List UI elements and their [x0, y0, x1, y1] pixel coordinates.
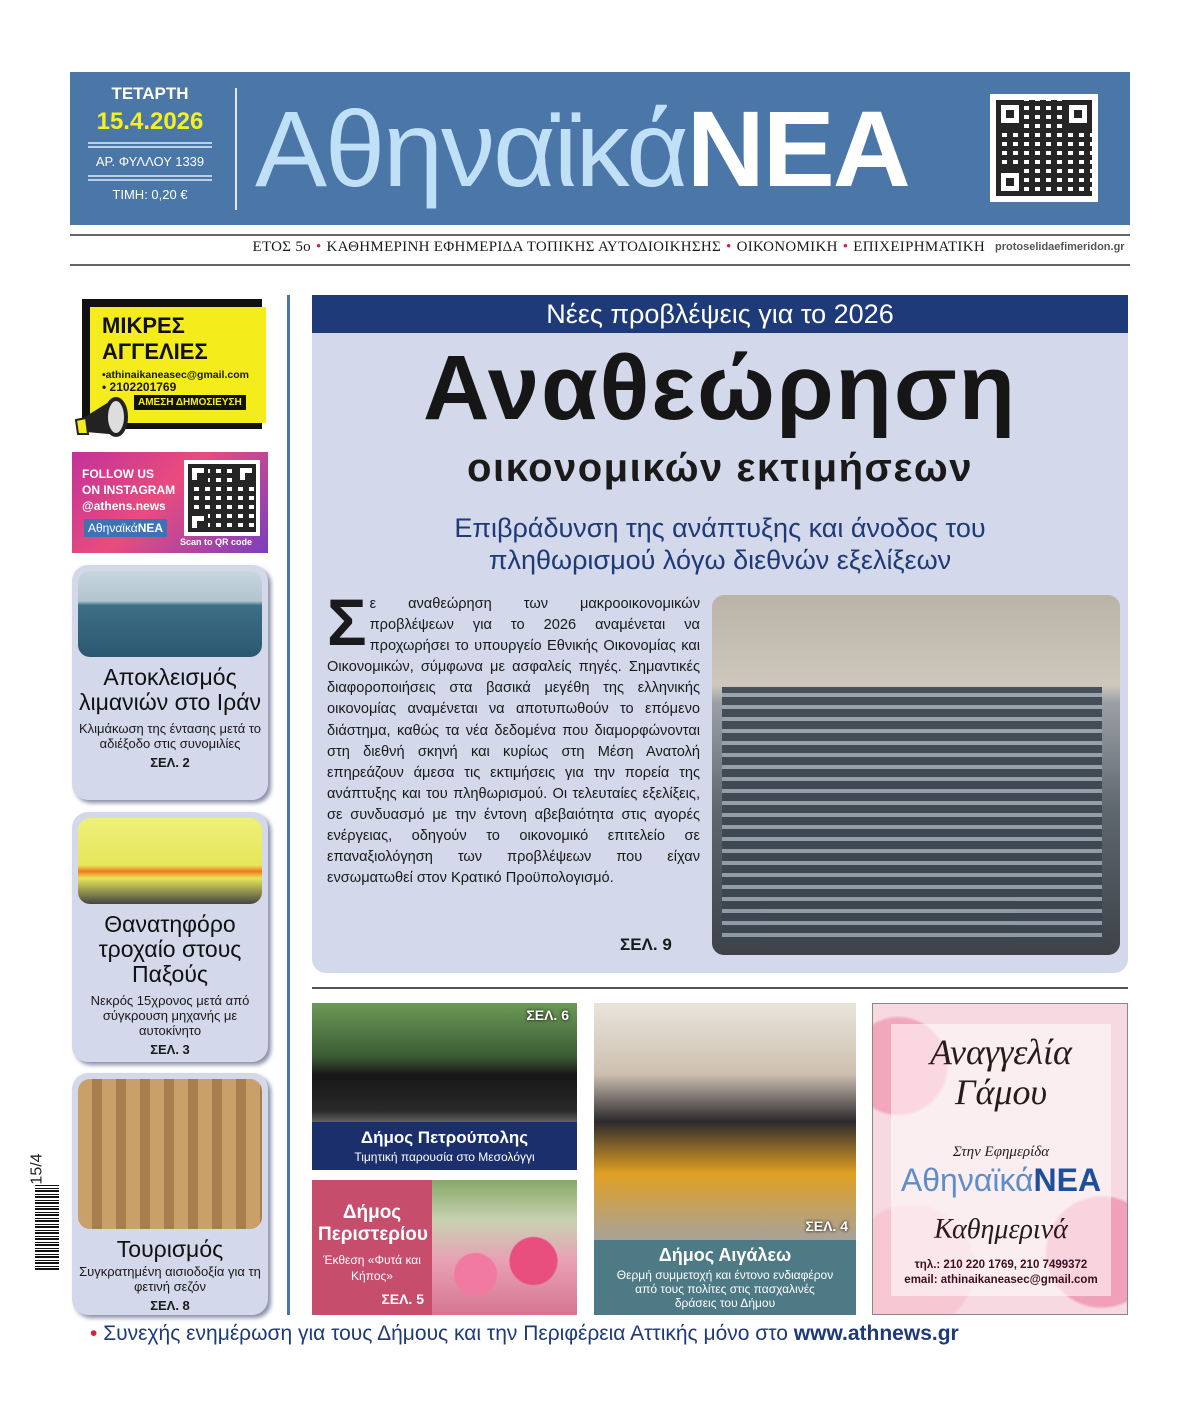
ad-daily: Καθημερινά: [934, 1214, 1068, 1245]
ad-phone: τηλ.: 210 220 1769, 210 7499372: [914, 1259, 1088, 1271]
megaphone-icon: [72, 390, 132, 445]
side-story-card[interactable]: [72, 565, 268, 800]
story-photo-ambulance: [78, 818, 262, 904]
page-ref: ΣΕΛ. 5: [381, 1291, 424, 1307]
issue-price: ΤΙΜΗ: 0,20 €: [112, 187, 188, 202]
lead-photo-ministry-building: [712, 595, 1120, 955]
page-ref: ΣΕΛ. 3: [150, 1042, 190, 1057]
page-ref: ΣΕΛ. 4: [805, 1218, 848, 1234]
ad-subtitle: Στην Εφημερίδα: [952, 1144, 1050, 1160]
rule: [70, 234, 1130, 236]
issue-info: [80, 84, 220, 202]
instagram-logo: [84, 519, 167, 537]
scan-label: Scan to QR code: [180, 537, 253, 547]
page-ref: ΣΕΛ. 9: [620, 935, 672, 954]
logo-bold: ΝΕΑ: [137, 521, 164, 535]
story-summary: Κλιμάκωση της έντασης μετά το αδιέξοδο στις συνομιλίες: [78, 721, 262, 751]
story-summary: Νεκρός 15χρονος μετά από σύγκρουση μηχανής με αυτοκίνητο: [90, 993, 250, 1038]
photo-petroupoli-band: [312, 1003, 577, 1123]
story-photo-ships: [78, 571, 262, 657]
petroupoli-caption[interactable]: [312, 1122, 577, 1170]
tagline-item: ΟΙΚΟΝΟΜΙΚΗ: [736, 239, 838, 255]
classifieds-ad[interactable]: [72, 295, 268, 445]
logo-light: Αθηναϊκά: [255, 88, 687, 209]
instagram-text: [82, 466, 175, 514]
footer-banner: • Συνεχής ενημέρωση για τους Δήμους και την Περιφέρεια Αττικής μόνο στο www.athnews.gr: [90, 1322, 959, 1345]
tagline-item: ΚΑΘΗΜΕΡΙΝΗ ΕΦΗΜΕΡΙΔΑ ΤΟΠΙΚΗΣ ΑΥΤΟΔΙΟΙΚΗΣΗΣ: [326, 239, 722, 255]
story-title: Δήμος Περιστερίου: [318, 1202, 428, 1245]
divider: [235, 88, 237, 210]
story-title: Αποκλεισμός λιμανιών στο Ιράν: [78, 664, 262, 715]
lead-subheadline: οικονομικών εκτιμήσεων: [467, 446, 973, 490]
tagline-year: ΕΤΟΣ 5ο: [252, 239, 311, 255]
masthead: [70, 72, 1130, 225]
side-story-card[interactable]: [72, 812, 268, 1062]
logo-light: Αθηναϊκά: [900, 1162, 1034, 1198]
column-divider: [287, 295, 290, 1315]
issue-number: ΑΡ. ΦΥΛΛΟΥ 1339: [95, 154, 205, 169]
story-title: Δήμος Πετρούπολης: [360, 1128, 529, 1147]
footer-link[interactable]: www.athnews.gr: [793, 1322, 959, 1345]
peristeri-caption[interactable]: [312, 1180, 432, 1315]
lead-deck: Επιβράδυνση της ανάπτυξης και άνοδος του πληθωρισμού λόγω διεθνών εξελίξεων: [454, 513, 986, 575]
story-photo-acropolis: [78, 1079, 262, 1229]
instagram-handle: @athens.news: [82, 499, 166, 513]
side-story-card[interactable]: [72, 1073, 268, 1315]
divider: [88, 175, 212, 181]
lead-headline[interactable]: Αναθεώρηση: [422, 337, 1018, 439]
logo-bold: ΝΕΑ: [686, 88, 909, 209]
classifieds-title: ΜΙΚΡΕΣ ΑΓΓΕΛΙΕΣ: [102, 313, 208, 364]
rule: [70, 264, 1130, 266]
section-divider: [312, 987, 1128, 989]
footer-text: Συνεχής ενημέρωση για τους Δήμους και την Περιφέρεια Αττικής μόνο στο: [103, 1322, 788, 1345]
page-ref: ΣΕΛ. 2: [150, 755, 190, 770]
classifieds-phone: • 2102201769: [102, 380, 177, 394]
classifieds-email: •athinaikaneasec@gmail.com: [102, 369, 249, 381]
barcode-icon: [35, 1185, 59, 1270]
story-summary: Συγκρατημένη αισιοδοξία για τη φετινή σεζόν: [79, 1264, 261, 1294]
logo-bold: ΝΕΑ: [1033, 1162, 1102, 1198]
ad-title: Αναγγελία Γάμου: [930, 1032, 1072, 1112]
instagram-ad[interactable]: [72, 452, 268, 553]
page-ref: ΣΕΛ. 8: [150, 1298, 190, 1313]
story-title: Δήμος Αιγάλεω: [658, 1245, 792, 1265]
tagline-item: ΕΠΙΧΕΙΡΗΜΑΤΙΚΗ: [853, 239, 985, 255]
source-watermark: protoselidaefimeridon.gr: [995, 241, 1125, 253]
photo-flower-exhibition: [432, 1180, 577, 1315]
story-summary: Θερμή συμμετοχή και έντονο ενδιαφέρον από τους πολίτες στις πασχαλινές δράσεις του Δήμου: [616, 1268, 834, 1310]
tagline: ΕΤΟΣ 5ο • ΚΑΘΗΜΕΡΙΝΗ ΕΦΗΜΕΡΙΔΑ ΤΟΠΙΚΗΣ ΑΥΤΟΔΙΟΙΚΗΣΗΣ • ΟΙΚΟΝΟΜΙΚΗ • ΕΠΙΧΕΙΡΗΜΑΤΙΚΗ: [252, 239, 985, 255]
lead-body: [327, 585, 700, 889]
qr-code-icon[interactable]: [184, 460, 260, 536]
classifieds-badge: ΑΜΕΣΗ ΔΗΜΟΣΙΕΥΣΗ: [134, 395, 246, 410]
instagram-line: FOLLOW US: [82, 467, 154, 481]
drop-cap: Σ: [327, 585, 367, 659]
divider: [88, 142, 212, 148]
story-title: Τουρισμός: [116, 1236, 224, 1262]
newspaper-logo: [255, 72, 909, 225]
page-ref: ΣΕΛ. 6: [526, 1007, 569, 1023]
qr-code-icon[interactable]: [990, 94, 1098, 202]
lead-kicker: Νέες προβλέψεις για το 2026: [312, 295, 1128, 333]
ad-email: email: athinaikaneasec@gmail.com: [904, 1274, 1098, 1286]
story-summary: Έκθεση «Φυτά και Κήπος»: [323, 1253, 421, 1283]
lead-body-text: ε αναθεώρηση των μακροοικονομικών προβλέψεων για το 2026 αναμένεται να προχωρήσει το υπουργείο Εθνικής Οικονομίας και Οικονομικών, σύμφωνα με ασφαλείς πηγές. Σημαντικές διαφοροποιήσεις στα βασικά μεγέθη της ελληνικής οικονομίας αναμένεται να αποτυπωθούν το επόμενο διάστημα, καθώς τα νέα δεδομένα που διαμορφώνονται στη διεθνή σκηνή και κυρίως στη Μέση Ανατολή επηρεάζουν άμεσα τις εκτιμήσεις για την πορεία της ανάπτυξης και του πληθωρισμού. Οι τελευταίες εξελίξεις, σε συνδυασμό με την έντονη αβεβαιότητα στις αγορές ενέργειας, οδηγούν το οικονομικό επιτελείο σε επαναξιολόγηση των προβλέψεων που είχαν ενσωματωθεί στον Κρατικό Προϋπολογισμό.: [327, 596, 700, 887]
margin-date: 15/4: [28, 1153, 46, 1185]
photo-aigaleo-easter-event: [594, 1003, 856, 1240]
story-summary: Τιμητική παρουσία στο Μεσολόγγι: [354, 1150, 535, 1164]
story-title: Θανατηφόρο τροχαίο στους Παξούς: [98, 911, 242, 987]
wedding-announcement-ad[interactable]: [872, 1003, 1128, 1315]
ad-logo: [873, 1162, 1129, 1199]
issue-day: ΤΕΤΑΡΤΗ: [111, 84, 189, 103]
instagram-line: ON INSTAGRAM: [82, 483, 176, 497]
logo-light: Αθηναϊκά: [88, 521, 138, 535]
aigaleo-caption[interactable]: [594, 1240, 856, 1315]
issue-date: 15.4.2026: [96, 108, 204, 135]
